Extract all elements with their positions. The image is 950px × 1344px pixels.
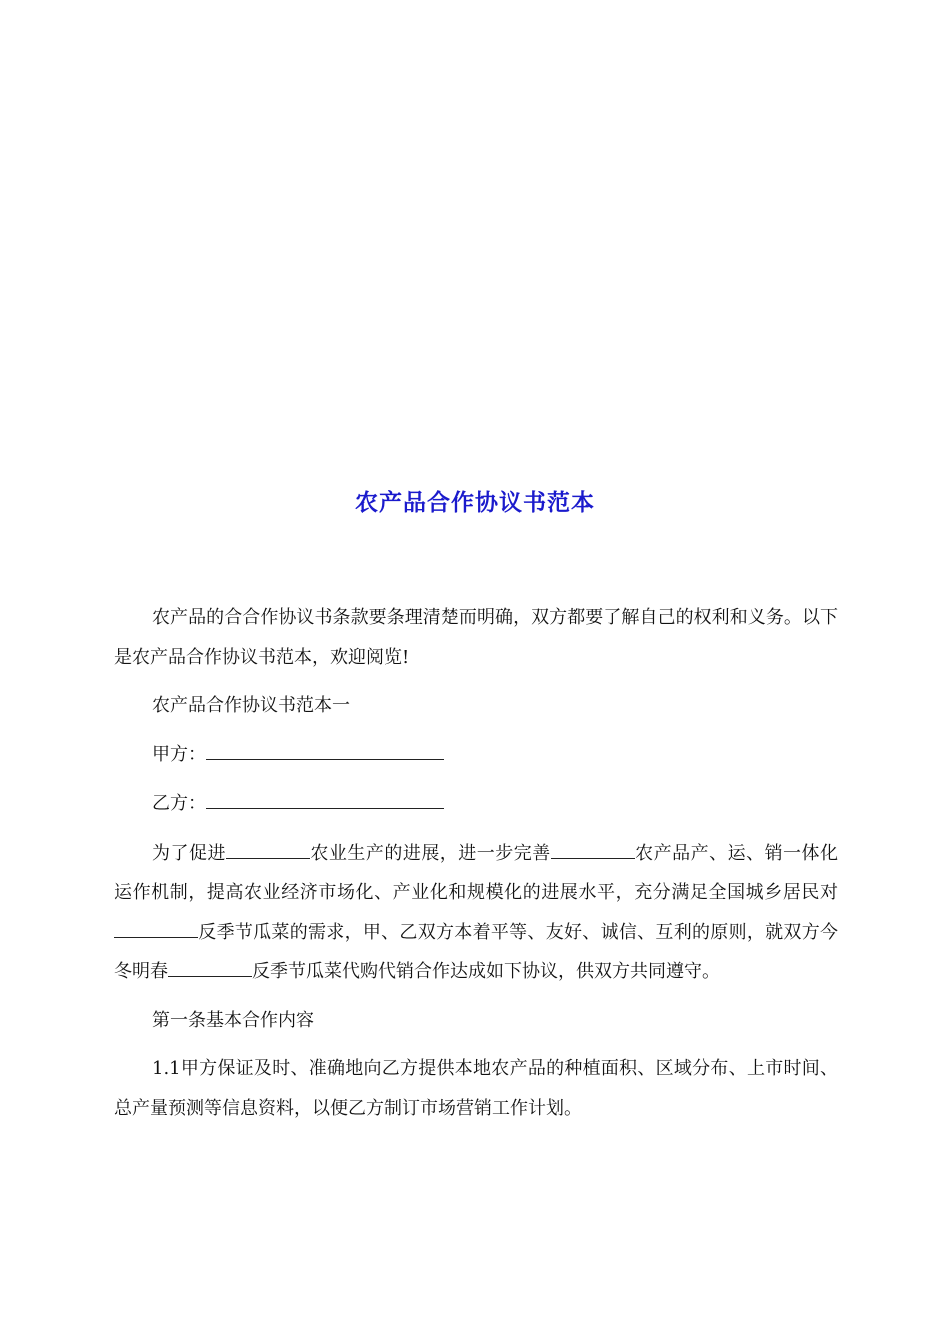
region-blank-2 — [551, 857, 635, 859]
article-1-heading: 第一条基本合作内容 — [152, 1009, 314, 1031]
region-blank-1 — [226, 857, 310, 859]
purpose-text-4: 反季节瓜菜的需求，甲、乙双方本着平等、友好、诚信、互利的原则，就双方今冬明春 — [114, 921, 838, 982]
purpose-paragraph — [114, 834, 838, 992]
region-blank-4 — [168, 975, 252, 977]
document-title: 农产品合作协议书范本 — [355, 490, 595, 516]
purpose-text-1: 为了促进 — [152, 842, 226, 864]
purpose-text-2: 农业生产的进展，进一步完善 — [309, 842, 551, 864]
party-b-line — [114, 784, 838, 824]
party-a-label: 甲方： — [152, 743, 206, 765]
party-a-line — [114, 735, 838, 775]
intro-paragraph: 农产品的合合作协议书条款要条理清楚而明确，双方都要了解自己的权利和义务。以下是农产品合作协议书范本，欢迎阅览! — [114, 607, 838, 668]
party-b-label: 乙方： — [152, 793, 206, 814]
clause-1-1: 1.1甲方保证及时、准确地向乙方提供本地农产品的种植面积、区域分布、上市时间、总产量预测等信息资料，以便乙方制订市场营销工作计划。 — [114, 1058, 838, 1119]
section-heading: 农产品合作协议书范本一 — [152, 695, 350, 716]
region-blank-3 — [114, 936, 198, 938]
party-a-blank — [206, 758, 444, 760]
party-b-blank — [206, 807, 444, 809]
document-body — [114, 598, 838, 1137]
purpose-text-5: 反季节瓜菜代购代销合作达成如下协议，供双方共同遵守。 — [252, 961, 720, 982]
purpose-text-3: 农产品产、运、销一体化运作机制，提高农业经济市场化、产业化和规模化的进展水平，充分满足全国城乡居民对 — [114, 842, 839, 903]
